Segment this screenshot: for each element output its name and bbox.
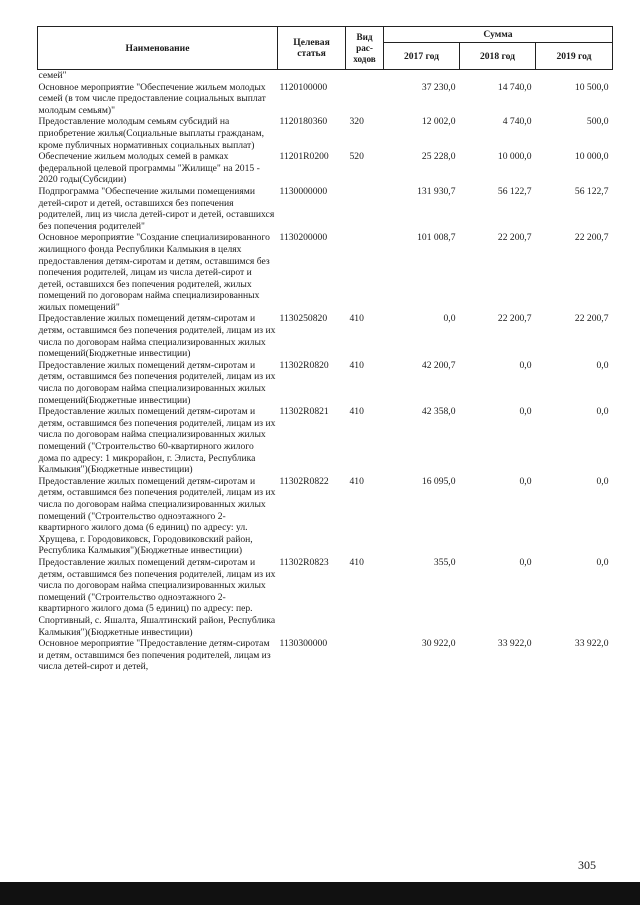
row-sum-2019 bbox=[536, 70, 613, 82]
header-year-2019: 2019 год bbox=[536, 43, 613, 70]
row-name: Подпрограмма "Обеспечение жилыми помещениями детей-сирот и детей, оставшихся без попечения родителей, лиц из числа детей-сирот и детей, оставшихся без попечения родителей" bbox=[38, 185, 275, 232]
row-sum-2018: 14 740,0 bbox=[497, 81, 532, 93]
row-name: Предоставление жилых помещений детям-сиротам и детям, оставшимся без попечения родителей, лицам из их числа по договорам найма специализированных жилых помещений ("Строительство 60-квартирного жилого дома по адресу: 1 микрорайон, г. Элиста, Республика Калмыкия")(Бюджетные инвестиции) bbox=[38, 406, 276, 476]
row-sum-2018: 10 000,0 bbox=[497, 151, 532, 163]
table-row bbox=[38, 232, 613, 313]
row-code: 11302R0820 bbox=[279, 359, 329, 371]
page-number: 305 bbox=[578, 858, 596, 872]
row-sum-2019: 0,0 bbox=[596, 475, 609, 487]
row-code bbox=[278, 70, 346, 82]
row-name: Предоставление жилых помещений детям-сиротам и детям, оставшимся без попечения родителей, лицам из их числа по договорам найма специализированных жилых помещений(Бюджетные инвестиции) bbox=[38, 359, 276, 406]
row-kind: 410 bbox=[349, 556, 364, 568]
header-kind: Вид рас-ходов bbox=[346, 27, 384, 70]
row-code: 11201R0200 bbox=[279, 151, 329, 163]
row-code: 1130200000 bbox=[279, 232, 328, 244]
row-name: Основное мероприятие "Обеспечение жильем молодых семей (в том числе предоставление социальных выплат молодым семьям)" bbox=[38, 81, 266, 116]
row-sum-2017: 355,0 bbox=[433, 556, 456, 568]
row-sum-2017: 16 095,0 bbox=[421, 475, 456, 487]
row-sum-2019: 33 922,0 bbox=[574, 638, 609, 650]
row-sum-2018: 0,0 bbox=[519, 556, 532, 568]
row-name: Предоставление жилых помещений детям-сиротам и детям, оставшимся без попечения родителей, лицам из их числа по договорам найма специализированных жилых помещений ("Строительство одноэтажного 2-квартирного жилого дома (5 единиц) по адресу: пер. Спортивный, с. Яшалта, Яшалтинский район, Республика Калмыкия")(Бюджетные инвестиции) bbox=[38, 556, 276, 638]
row-code: 1120180360 bbox=[279, 116, 328, 128]
row-sum-2017: 0,0 bbox=[443, 313, 456, 325]
row-name: Предоставление жилых помещений детям-сиротам и детям, оставшимся без попечения родителей, лицам из их числа по договорам найма специализированных жилых помещений ("Строительство одноэтажного 2-квартирного жилого дома (6 единиц) по адресу: ул. Хрущева, г. Городовиковск, Городовиковский район, Республика Калмыкия")(Бюджетные инвестиции) bbox=[38, 475, 276, 557]
row-sum-2018: 0,0 bbox=[519, 359, 532, 371]
row-sum-2018: 22 200,7 bbox=[497, 232, 532, 244]
header-code: Целевая статья bbox=[278, 27, 346, 70]
row-code: 11302R0821 bbox=[279, 406, 329, 418]
table-body bbox=[38, 70, 613, 673]
row-sum-2019: 0,0 bbox=[596, 556, 609, 568]
row-sum-2017: 42 358,0 bbox=[421, 406, 456, 418]
row-sum-2019: 22 200,7 bbox=[574, 232, 609, 244]
table-row bbox=[38, 313, 613, 359]
header-sum: Сумма bbox=[384, 27, 613, 43]
row-kind bbox=[346, 232, 384, 313]
row-name: Предоставление жилых помещений детям-сиротам и детям, оставшимся без попечения родителей, лицам из их числа по договорам найма специализированных жилых помещений(Бюджетные инвестиции) bbox=[38, 313, 276, 360]
row-sum-2017: 101 008,7 bbox=[417, 232, 456, 244]
row-sum-2018: 4 740,0 bbox=[502, 116, 532, 128]
row-kind bbox=[346, 638, 384, 673]
table-header bbox=[38, 27, 613, 70]
row-sum-2017 bbox=[384, 70, 460, 82]
row-sum-2019: 0,0 bbox=[596, 359, 609, 371]
row-sum-2017: 42 200,7 bbox=[421, 359, 456, 371]
table-row bbox=[38, 186, 613, 232]
budget-table bbox=[37, 26, 613, 673]
scan-edge-bar bbox=[0, 882, 640, 905]
row-code: 11302R0822 bbox=[279, 475, 329, 487]
row-sum-2019: 0,0 bbox=[596, 406, 609, 418]
row-sum-2018: 0,0 bbox=[519, 406, 532, 418]
row-sum-2017: 30 922,0 bbox=[421, 638, 456, 650]
row-name: Основное мероприятие "Предоставление детям-сиротам и детям, оставшимся без попечения родителей, лицам из числа детей-сирот и детей, bbox=[38, 638, 271, 673]
table-row bbox=[38, 70, 613, 82]
row-sum-2018: 0,0 bbox=[519, 475, 532, 487]
row-sum-2019: 500,0 bbox=[586, 116, 609, 128]
header-year-2018: 2018 год bbox=[460, 43, 536, 70]
row-code: 1120100000 bbox=[279, 81, 328, 93]
row-sum-2019: 10 500,0 bbox=[574, 81, 609, 93]
row-name: Обеспечение жильем молодых семей в рамках федеральной целевой программы "Жилище" на 2015 - 2020 годы(Субсидии) bbox=[38, 151, 260, 186]
row-sum-2018 bbox=[460, 70, 536, 82]
row-kind: 520 bbox=[349, 151, 364, 163]
row-sum-2017: 25 228,0 bbox=[421, 151, 456, 163]
row-kind: 410 bbox=[349, 406, 364, 418]
row-kind: 410 bbox=[349, 313, 364, 325]
table-row bbox=[38, 151, 613, 186]
row-kind: 320 bbox=[349, 116, 364, 128]
row-sum-2019: 22 200,7 bbox=[574, 313, 609, 325]
table-row bbox=[38, 360, 613, 406]
row-code: 1130000000 bbox=[279, 185, 328, 197]
row-name: Основное мероприятие "Создание специализированного жилищного фонда Республики Калмыкия в целях предоставления детям-сиротам и детям, оставшимся без попечения родителей, лицам из числа детей-сирот и детей, оставшихся без попечения родителей, жилых помещений по договорам найма специализированных жилых помещений" bbox=[38, 232, 270, 313]
row-code: 11302R0823 bbox=[279, 556, 329, 568]
table-row bbox=[38, 116, 613, 151]
row-sum-2018: 56 122,7 bbox=[497, 185, 532, 197]
row-kind bbox=[346, 82, 384, 117]
table-row bbox=[38, 406, 613, 476]
row-kind: 410 bbox=[349, 475, 364, 487]
row-sum-2017: 37 230,0 bbox=[421, 81, 456, 93]
row-sum-2018: 33 922,0 bbox=[497, 638, 532, 650]
table-row bbox=[38, 476, 613, 557]
row-sum-2018: 22 200,7 bbox=[497, 313, 532, 325]
table-row bbox=[38, 557, 613, 638]
row-sum-2019: 10 000,0 bbox=[574, 151, 609, 163]
row-kind: 410 bbox=[349, 359, 364, 371]
header-name: Наименование bbox=[38, 27, 278, 70]
row-kind bbox=[346, 70, 384, 82]
row-sum-2017: 12 002,0 bbox=[421, 116, 456, 128]
row-code: 1130250820 bbox=[279, 313, 328, 325]
row-name: Предоставление молодым семьям субсидий на приобретение жилья(Социальные выплаты гражданам, кроме публичных нормативных социальных выплат) bbox=[38, 116, 264, 151]
row-name: семей" bbox=[38, 70, 67, 81]
row-code: 1130300000 bbox=[279, 638, 328, 650]
table-row bbox=[38, 82, 613, 117]
row-sum-2019: 56 122,7 bbox=[574, 185, 609, 197]
row-kind bbox=[346, 186, 384, 232]
row-sum-2017: 131 930,7 bbox=[417, 185, 456, 197]
table-row bbox=[38, 638, 613, 673]
header-year-2017: 2017 год bbox=[384, 43, 460, 70]
